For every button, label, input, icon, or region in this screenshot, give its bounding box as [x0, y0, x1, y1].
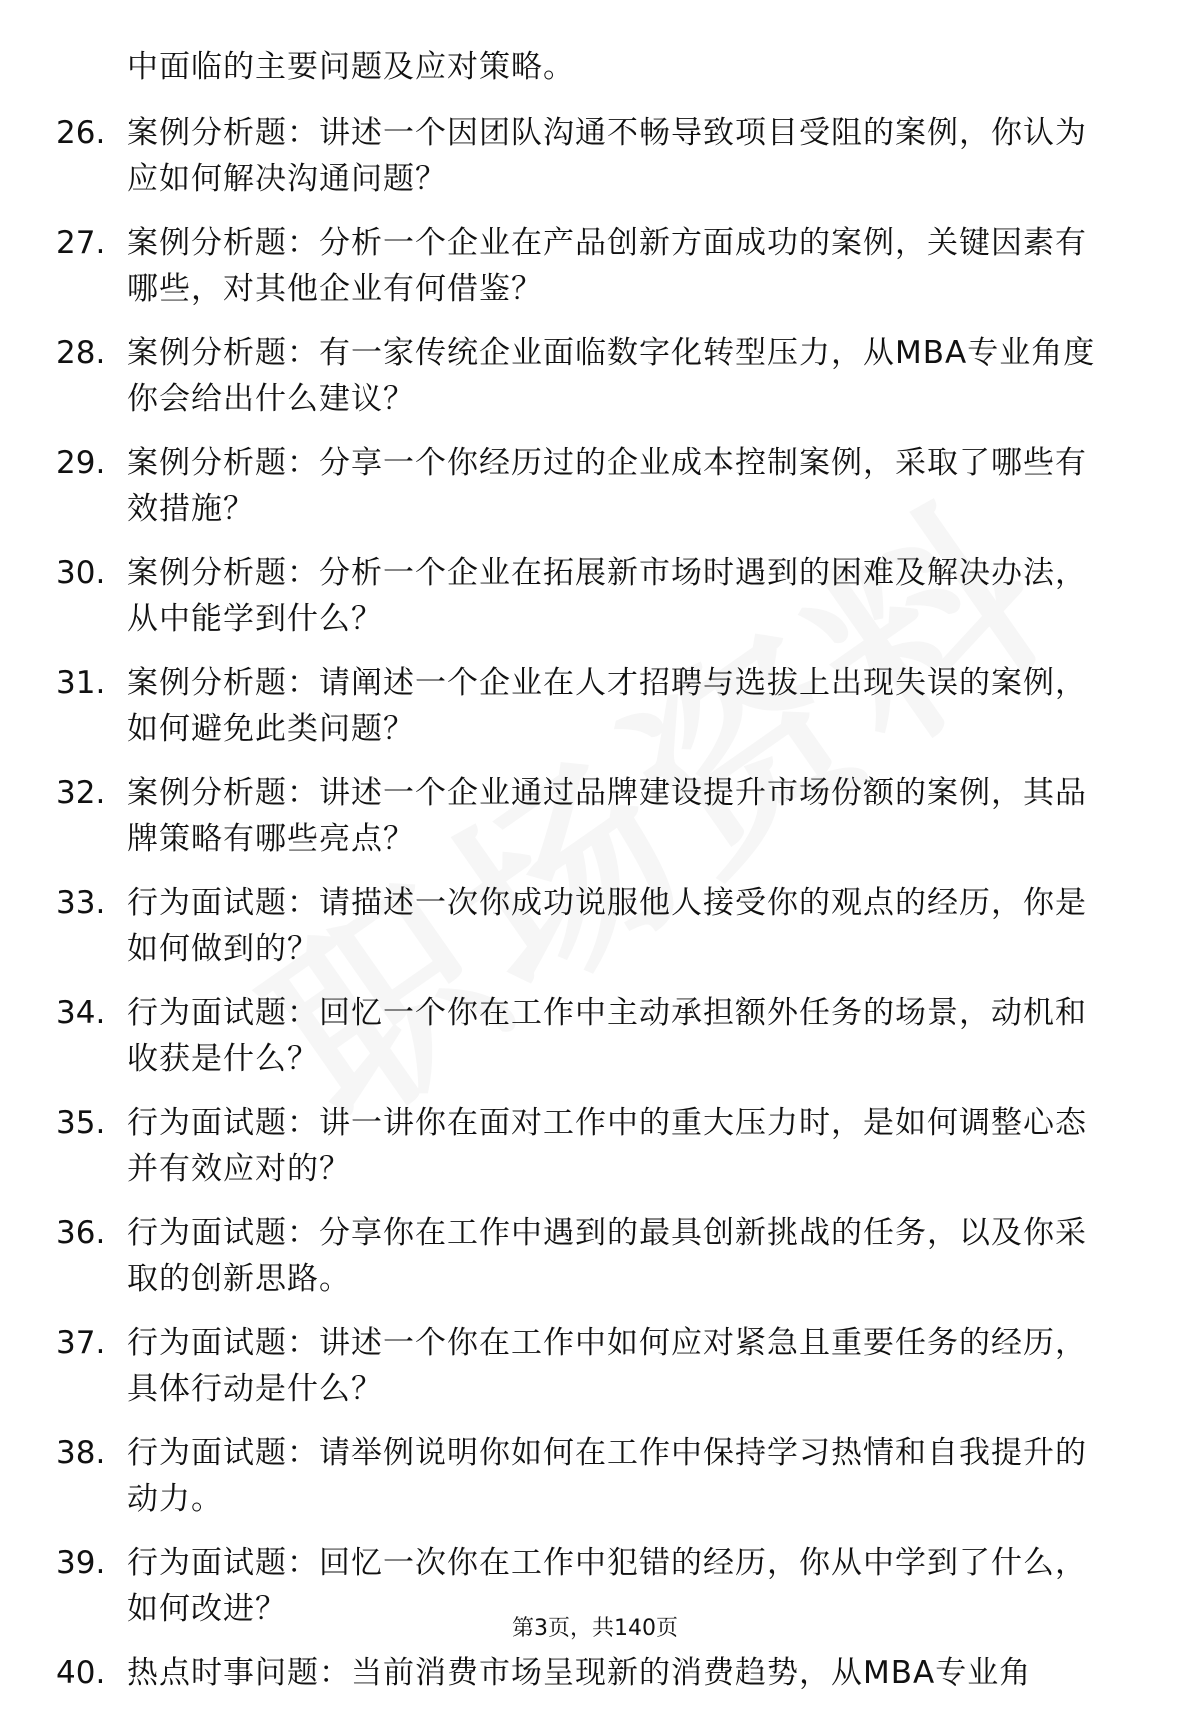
item-number: 31. — [56, 665, 106, 701]
item-text: 行为面试题：回忆一个你在工作中主动承担额外任务的场景，动机和收获是什么？ — [127, 995, 1087, 1077]
item-number: 38. — [56, 1435, 106, 1471]
page-footer: 第3页，共140页 — [512, 1616, 678, 1641]
question-list — [56, 44, 1116, 1714]
list-item — [56, 110, 1116, 202]
item-text: 行为面试题：讲一讲你在面对工作中的重大压力时，是如何调整心态并有效应对的？ — [127, 1105, 1087, 1187]
continuation-line: 中面临的主要问题及应对策略。 — [127, 49, 575, 85]
item-number: 27. — [56, 225, 106, 261]
item-text: 案例分析题：分享一个你经历过的企业成本控制案例，采取了哪些有效措施？ — [127, 445, 1087, 527]
item-number: 33. — [56, 885, 106, 921]
item-text: 行为面试题：回忆一次你在工作中犯错的经历，你从中学到了什么，如何改进？ — [127, 1545, 1087, 1627]
item-text: 行为面试题：请描述一次你成功说服他人接受你的观点的经历，你是如何做到的？ — [127, 885, 1087, 967]
list-item — [56, 660, 1116, 752]
item-number: 32. — [56, 775, 106, 811]
list-item — [56, 990, 1116, 1082]
item-text: 热点时事问题：当前消费市场呈现新的消费趋势，从MBA专业角 — [127, 1655, 1032, 1691]
list-item — [56, 1320, 1116, 1412]
item-text: 案例分析题：讲述一个企业通过品牌建设提升市场份额的案例，其品牌策略有哪些亮点？ — [127, 775, 1087, 857]
item-number: 26. — [56, 115, 106, 151]
list-item — [56, 440, 1116, 532]
item-text: 案例分析题：讲述一个因团队沟通不畅导致项目受阻的案例，你认为应如何解决沟通问题？ — [127, 115, 1087, 197]
item-number: 34. — [56, 995, 106, 1031]
list-item — [56, 550, 1116, 642]
item-text: 案例分析题：请阐述一个企业在人才招聘与选拔上出现失误的案例，如何避免此类问题？ — [127, 665, 1087, 747]
item-text: 行为面试题：讲述一个你在工作中如何应对紧急且重要任务的经历，具体行动是什么？ — [127, 1325, 1087, 1407]
item-number: 37. — [56, 1325, 106, 1361]
item-text: 行为面试题：请举例说明你如何在工作中保持学习热情和自我提升的动力。 — [127, 1435, 1087, 1517]
list-item — [56, 330, 1116, 422]
item-number: 40. — [56, 1655, 106, 1691]
list-item — [56, 1430, 1116, 1522]
item-text: 案例分析题：分析一个企业在拓展新市场时遇到的困难及解决办法，从中能学到什么？ — [127, 555, 1087, 637]
item-text: 案例分析题：分析一个企业在产品创新方面成功的案例，关键因素有哪些，对其他企业有何借鉴？ — [127, 225, 1087, 307]
item-text: 案例分析题：有一家传统企业面临数字化转型压力，从MBA专业角度你会给出什么建议？ — [127, 335, 1096, 417]
item-number: 36. — [56, 1215, 106, 1251]
list-item — [56, 1210, 1116, 1302]
item-number: 39. — [56, 1545, 106, 1581]
item-number: 35. — [56, 1105, 106, 1141]
list-item — [56, 220, 1116, 312]
list-item — [56, 1650, 1116, 1696]
list-item — [56, 1100, 1116, 1192]
list-item — [56, 880, 1116, 972]
list-item — [56, 770, 1116, 862]
item-number: 29. — [56, 445, 106, 481]
item-text: 行为面试题：分享你在工作中遇到的最具创新挑战的任务，以及你采取的创新思路。 — [127, 1215, 1087, 1297]
item-number: 30. — [56, 555, 106, 591]
item-number: 28. — [56, 335, 106, 371]
